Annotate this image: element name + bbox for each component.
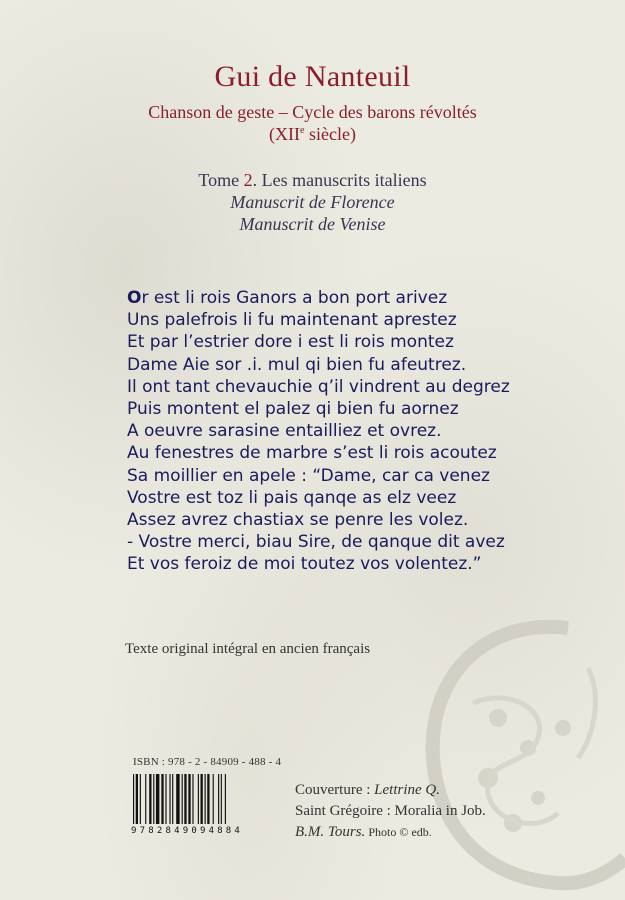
poem-initial: O: [127, 288, 142, 308]
poem-line: - Vostre merci, biau Sire, de qanque dit avez: [127, 532, 505, 553]
barcode-digits: 9782849094884: [131, 826, 244, 836]
poem-line: Vostre est toz li pais qanqe as elz veez: [127, 487, 457, 508]
poem-line: Sa moillier en apele : “Dame, car ca venez: [127, 465, 490, 486]
poem-line: Dame Aie sor .i. mul qi bien fu afeutrez.: [127, 354, 467, 375]
isbn-label: ISBN : 978 - 2 - 84909 - 488 - 4: [133, 756, 282, 768]
poem-line: Uns palefrois li fu maintenant aprestez: [127, 310, 457, 331]
book-subtitle: Chanson de geste – Cycle des barons révoltés: [148, 102, 477, 122]
manuscript-florence: Manuscrit de Florence: [230, 192, 395, 212]
poem-line: A oeuvre sarasine entailliez et ovrez.: [127, 421, 442, 442]
credit-source: Saint Grégoire : Moralia in Job.: [295, 803, 486, 819]
manuscript-venice: Manuscrit de Venise: [239, 214, 386, 234]
poem-line: Il ont tant chevauchie q’il vindrent au degrez: [127, 376, 510, 397]
poem-excerpt: [127, 287, 510, 576]
poem-line: Assez avrez chastiax se penre les volez.: [127, 510, 469, 531]
century-label: (XIIe siècle): [269, 124, 356, 144]
cover-credits: [295, 780, 486, 843]
edition-note: Texte original intégral en ancien français: [125, 641, 371, 657]
volume-label: Tome 2. Les manuscrits italiens: [198, 170, 427, 190]
credit-library: B.M. Tours. Photo © edb.: [295, 824, 432, 840]
poem-line: Et vos feroiz de moi toutez vos volentez.”: [127, 554, 482, 575]
poem-line: Puis montent el palez qi bien fu aornez: [127, 399, 459, 420]
credit-cover: Couverture : Lettrine Q.: [295, 782, 440, 798]
lettrine-ornament: [388, 608, 625, 900]
book-title: Gui de Nanteuil: [214, 60, 411, 93]
poem-line: Or est li rois Ganors a bon port arivez: [127, 288, 448, 308]
poem-line: Au fenestres de marbre s’est li rois acoutez: [127, 443, 497, 464]
poem-line: Et par l’estrier dore i est li rois montez: [127, 332, 454, 353]
